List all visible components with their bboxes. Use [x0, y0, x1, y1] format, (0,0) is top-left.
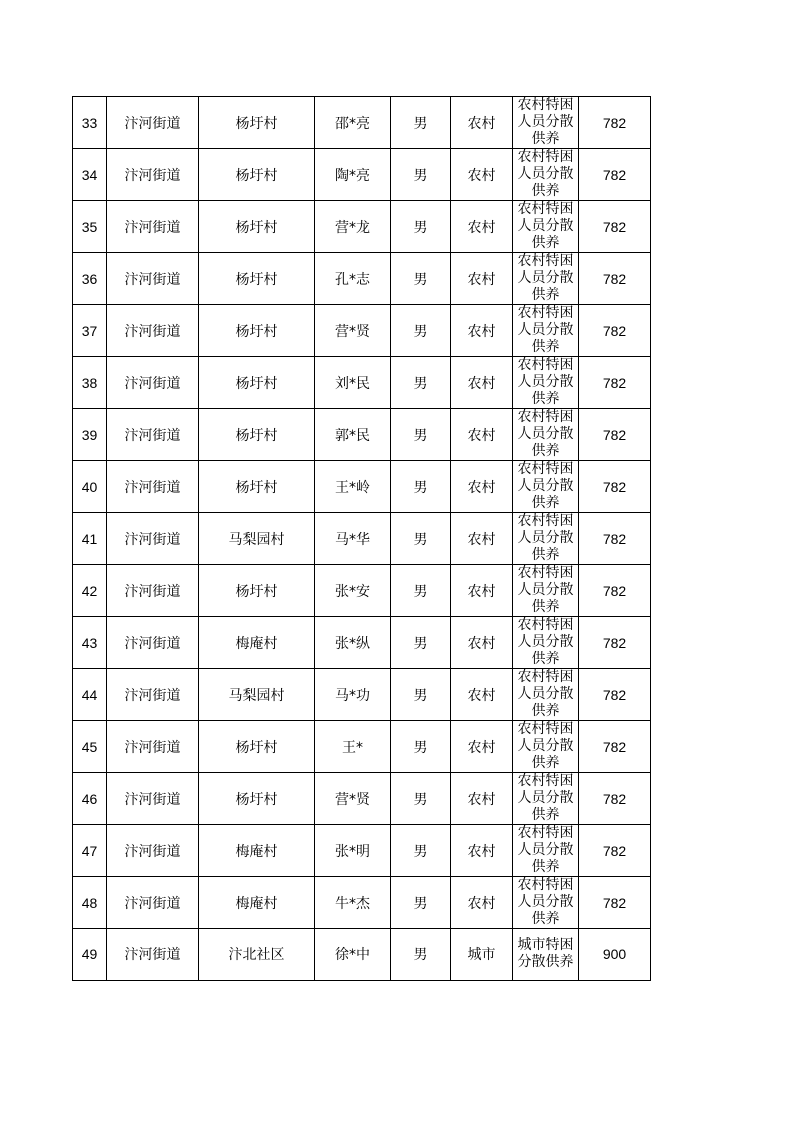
assistance-type-text: 农村特困人员分散供养	[517, 461, 574, 511]
gender-cell: 男	[391, 409, 451, 461]
assistance-type-cell	[513, 825, 579, 877]
assistance-type-cell	[513, 305, 579, 357]
table-row	[73, 305, 651, 357]
assistance-type-cell	[513, 201, 579, 253]
gender-cell: 男	[391, 513, 451, 565]
name-cell: 牛*杰	[315, 877, 391, 929]
assistance-type-text: 农村特困人员分散供养	[517, 513, 574, 563]
table-row	[73, 461, 651, 513]
street-cell: 汴河街道	[107, 877, 199, 929]
row-number-cell: 40	[73, 461, 107, 513]
table-row	[73, 357, 651, 409]
assistance-type-text: 农村特困人员分散供养	[517, 305, 574, 355]
area-cell: 农村	[451, 825, 513, 877]
table-row	[73, 97, 651, 149]
gender-cell: 男	[391, 253, 451, 305]
street-cell: 汴河街道	[107, 305, 199, 357]
amount-cell: 782	[579, 305, 651, 357]
row-number-cell: 39	[73, 409, 107, 461]
street-cell: 汴河街道	[107, 669, 199, 721]
name-cell: 营*贤	[315, 305, 391, 357]
assistance-type-text: 农村特困人员分散供养	[517, 773, 574, 823]
gender-cell: 男	[391, 773, 451, 825]
street-cell: 汴河街道	[107, 929, 199, 981]
amount-cell: 782	[579, 409, 651, 461]
table-body	[73, 97, 651, 981]
table-row	[73, 721, 651, 773]
name-cell: 刘*民	[315, 357, 391, 409]
assistance-type-text: 农村特困人员分散供养	[517, 721, 574, 771]
assistance-type-cell	[513, 929, 579, 981]
amount-cell: 782	[579, 513, 651, 565]
assistance-type-text: 农村特困人员分散供养	[517, 669, 574, 719]
street-cell: 汴河街道	[107, 565, 199, 617]
assistance-type-text: 农村特困人员分散供养	[517, 565, 574, 615]
village-cell: 梅庵村	[199, 825, 315, 877]
name-cell: 郭*民	[315, 409, 391, 461]
assistance-type-cell	[513, 149, 579, 201]
name-cell: 徐*中	[315, 929, 391, 981]
area-cell: 农村	[451, 513, 513, 565]
name-cell: 营*贤	[315, 773, 391, 825]
name-cell: 张*明	[315, 825, 391, 877]
village-cell: 杨圩村	[199, 149, 315, 201]
gender-cell: 男	[391, 669, 451, 721]
name-cell: 王*岭	[315, 461, 391, 513]
gender-cell: 男	[391, 617, 451, 669]
row-number-cell: 48	[73, 877, 107, 929]
street-cell: 汴河街道	[107, 721, 199, 773]
street-cell: 汴河街道	[107, 409, 199, 461]
row-number-cell: 41	[73, 513, 107, 565]
row-number-cell: 45	[73, 721, 107, 773]
assistance-type-cell	[513, 513, 579, 565]
amount-cell: 782	[579, 149, 651, 201]
area-cell: 农村	[451, 877, 513, 929]
assistance-type-cell	[513, 409, 579, 461]
assistance-type-text: 农村特困人员分散供养	[517, 877, 574, 927]
amount-cell: 782	[579, 97, 651, 149]
village-cell: 杨圩村	[199, 565, 315, 617]
street-cell: 汴河街道	[107, 149, 199, 201]
gender-cell: 男	[391, 201, 451, 253]
street-cell: 汴河街道	[107, 773, 199, 825]
name-cell: 孔*志	[315, 253, 391, 305]
area-cell: 农村	[451, 565, 513, 617]
assistance-type-cell	[513, 565, 579, 617]
street-cell: 汴河街道	[107, 461, 199, 513]
row-number-cell: 37	[73, 305, 107, 357]
assistance-type-cell	[513, 461, 579, 513]
assistance-type-text: 城市特困分散供养	[517, 937, 574, 971]
assistance-type-cell	[513, 357, 579, 409]
village-cell: 汴北社区	[199, 929, 315, 981]
table-row	[73, 149, 651, 201]
table-row	[73, 253, 651, 305]
table-row	[73, 513, 651, 565]
village-cell: 梅庵村	[199, 877, 315, 929]
gender-cell: 男	[391, 97, 451, 149]
gender-cell: 男	[391, 565, 451, 617]
name-cell: 营*龙	[315, 201, 391, 253]
row-number-cell: 34	[73, 149, 107, 201]
gender-cell: 男	[391, 357, 451, 409]
street-cell: 汴河街道	[107, 253, 199, 305]
area-cell: 农村	[451, 617, 513, 669]
gender-cell: 男	[391, 305, 451, 357]
village-cell: 杨圩村	[199, 721, 315, 773]
amount-cell: 782	[579, 721, 651, 773]
amount-cell: 782	[579, 617, 651, 669]
table-row	[73, 929, 651, 981]
table-row	[73, 565, 651, 617]
assistance-type-text: 农村特困人员分散供养	[517, 825, 574, 875]
amount-cell: 782	[579, 253, 651, 305]
table-row	[73, 409, 651, 461]
village-cell: 杨圩村	[199, 357, 315, 409]
table-row	[73, 825, 651, 877]
street-cell: 汴河街道	[107, 825, 199, 877]
area-cell: 农村	[451, 409, 513, 461]
gender-cell: 男	[391, 461, 451, 513]
area-cell: 农村	[451, 97, 513, 149]
assistance-type-text: 农村特困人员分散供养	[517, 357, 574, 407]
area-cell: 农村	[451, 253, 513, 305]
row-number-cell: 33	[73, 97, 107, 149]
area-cell: 农村	[451, 305, 513, 357]
table-row	[73, 877, 651, 929]
area-cell: 农村	[451, 773, 513, 825]
street-cell: 汴河街道	[107, 513, 199, 565]
assistance-type-text: 农村特困人员分散供养	[517, 253, 574, 303]
amount-cell: 782	[579, 201, 651, 253]
assistance-type-cell	[513, 669, 579, 721]
row-number-cell: 46	[73, 773, 107, 825]
street-cell: 汴河街道	[107, 617, 199, 669]
village-cell: 杨圩村	[199, 253, 315, 305]
amount-cell: 900	[579, 929, 651, 981]
amount-cell: 782	[579, 825, 651, 877]
gender-cell: 男	[391, 149, 451, 201]
name-cell: 王*	[315, 721, 391, 773]
row-number-cell: 36	[73, 253, 107, 305]
assistance-type-cell	[513, 253, 579, 305]
assistance-type-text: 农村特困人员分散供养	[517, 617, 574, 667]
area-cell: 农村	[451, 461, 513, 513]
area-cell: 城市	[451, 929, 513, 981]
amount-cell: 782	[579, 461, 651, 513]
table-row	[73, 773, 651, 825]
row-number-cell: 43	[73, 617, 107, 669]
gender-cell: 男	[391, 721, 451, 773]
village-cell: 马梨园村	[199, 513, 315, 565]
street-cell: 汴河街道	[107, 357, 199, 409]
street-cell: 汴河街道	[107, 201, 199, 253]
table-row	[73, 201, 651, 253]
assistance-type-text: 农村特困人员分散供养	[517, 97, 574, 147]
area-cell: 农村	[451, 201, 513, 253]
gender-cell: 男	[391, 877, 451, 929]
assistance-type-cell	[513, 721, 579, 773]
village-cell: 杨圩村	[199, 97, 315, 149]
row-number-cell: 49	[73, 929, 107, 981]
area-cell: 农村	[451, 357, 513, 409]
assistance-type-cell	[513, 877, 579, 929]
name-cell: 马*华	[315, 513, 391, 565]
amount-cell: 782	[579, 565, 651, 617]
gender-cell: 男	[391, 929, 451, 981]
row-number-cell: 47	[73, 825, 107, 877]
name-cell: 张*安	[315, 565, 391, 617]
table-row	[73, 669, 651, 721]
gender-cell: 男	[391, 825, 451, 877]
assistance-type-text: 农村特困人员分散供养	[517, 201, 574, 251]
village-cell: 杨圩村	[199, 305, 315, 357]
village-cell: 杨圩村	[199, 773, 315, 825]
area-cell: 农村	[451, 721, 513, 773]
row-number-cell: 35	[73, 201, 107, 253]
table-row	[73, 617, 651, 669]
street-cell: 汴河街道	[107, 97, 199, 149]
village-cell: 梅庵村	[199, 617, 315, 669]
area-cell: 农村	[451, 149, 513, 201]
amount-cell: 782	[579, 357, 651, 409]
assistance-table	[72, 96, 651, 981]
village-cell: 杨圩村	[199, 201, 315, 253]
assistance-type-cell	[513, 773, 579, 825]
row-number-cell: 38	[73, 357, 107, 409]
assistance-type-cell	[513, 97, 579, 149]
row-number-cell: 42	[73, 565, 107, 617]
village-cell: 杨圩村	[199, 409, 315, 461]
amount-cell: 782	[579, 669, 651, 721]
village-cell: 杨圩村	[199, 461, 315, 513]
name-cell: 张*纵	[315, 617, 391, 669]
name-cell: 马*功	[315, 669, 391, 721]
assistance-type-text: 农村特困人员分散供养	[517, 149, 574, 199]
assistance-type-cell	[513, 617, 579, 669]
name-cell: 陶*亮	[315, 149, 391, 201]
row-number-cell: 44	[73, 669, 107, 721]
area-cell: 农村	[451, 669, 513, 721]
amount-cell: 782	[579, 773, 651, 825]
assistance-type-text: 农村特困人员分散供养	[517, 409, 574, 459]
name-cell: 邵*亮	[315, 97, 391, 149]
village-cell: 马梨园村	[199, 669, 315, 721]
amount-cell: 782	[579, 877, 651, 929]
